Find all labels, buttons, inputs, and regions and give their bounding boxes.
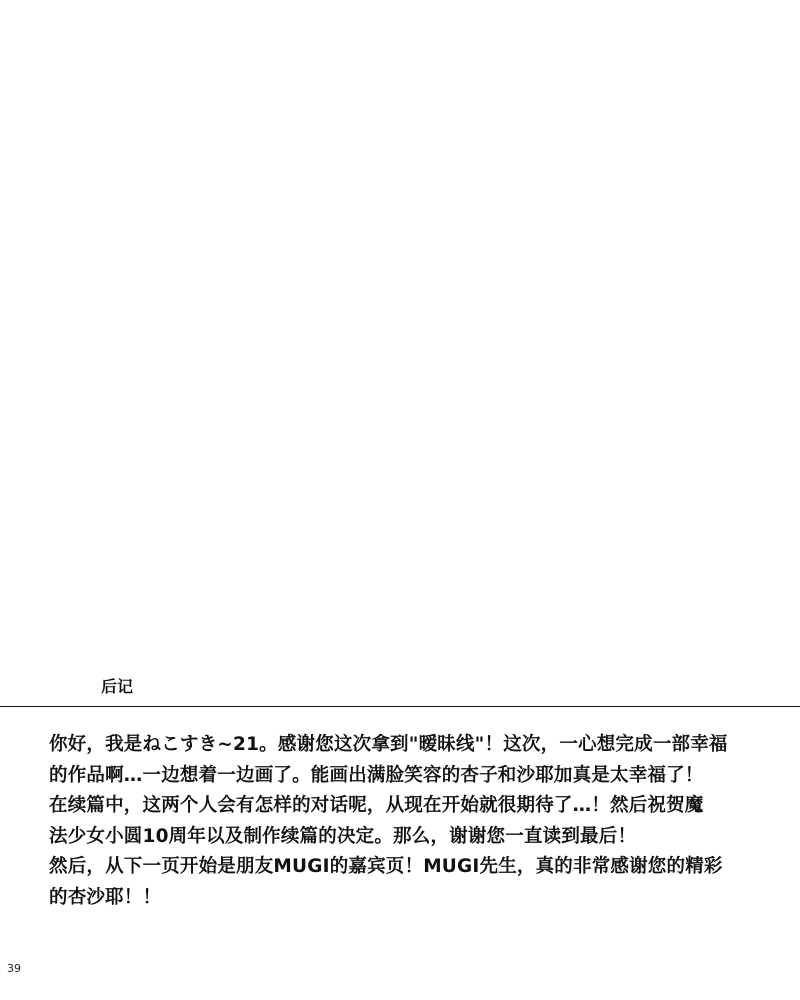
body-line: 你好，我是ねこすき~21。感谢您这次拿到"暧昧线"！这次，一心想完成一部幸福 (49, 734, 728, 755)
afterword-heading: 后记 (101, 677, 134, 696)
body-line: 在续篇中，这两个人会有怎样的对话呢，从现在开始就很期待了…！然后祝贺魔 (49, 795, 704, 816)
body-line: 的作品啊…一边想着一边画了。能画出满脸笑容的杏子和沙耶加真是太幸福了！ (49, 764, 704, 786)
body-line: 法少女小圆10周年以及制作续篇的决定。那么，谢谢您一直读到最后！ (49, 825, 637, 847)
body-line: 然后，从下一页开始是朋友MUGI的嘉宾页！MUGI先生，真的非常感谢您的精彩 (49, 856, 723, 877)
afterword-body (49, 730, 789, 913)
heading-divider (0, 706, 800, 707)
body-line: 的杏沙耶！！ (49, 886, 162, 908)
page-number: 39 (7, 962, 21, 975)
